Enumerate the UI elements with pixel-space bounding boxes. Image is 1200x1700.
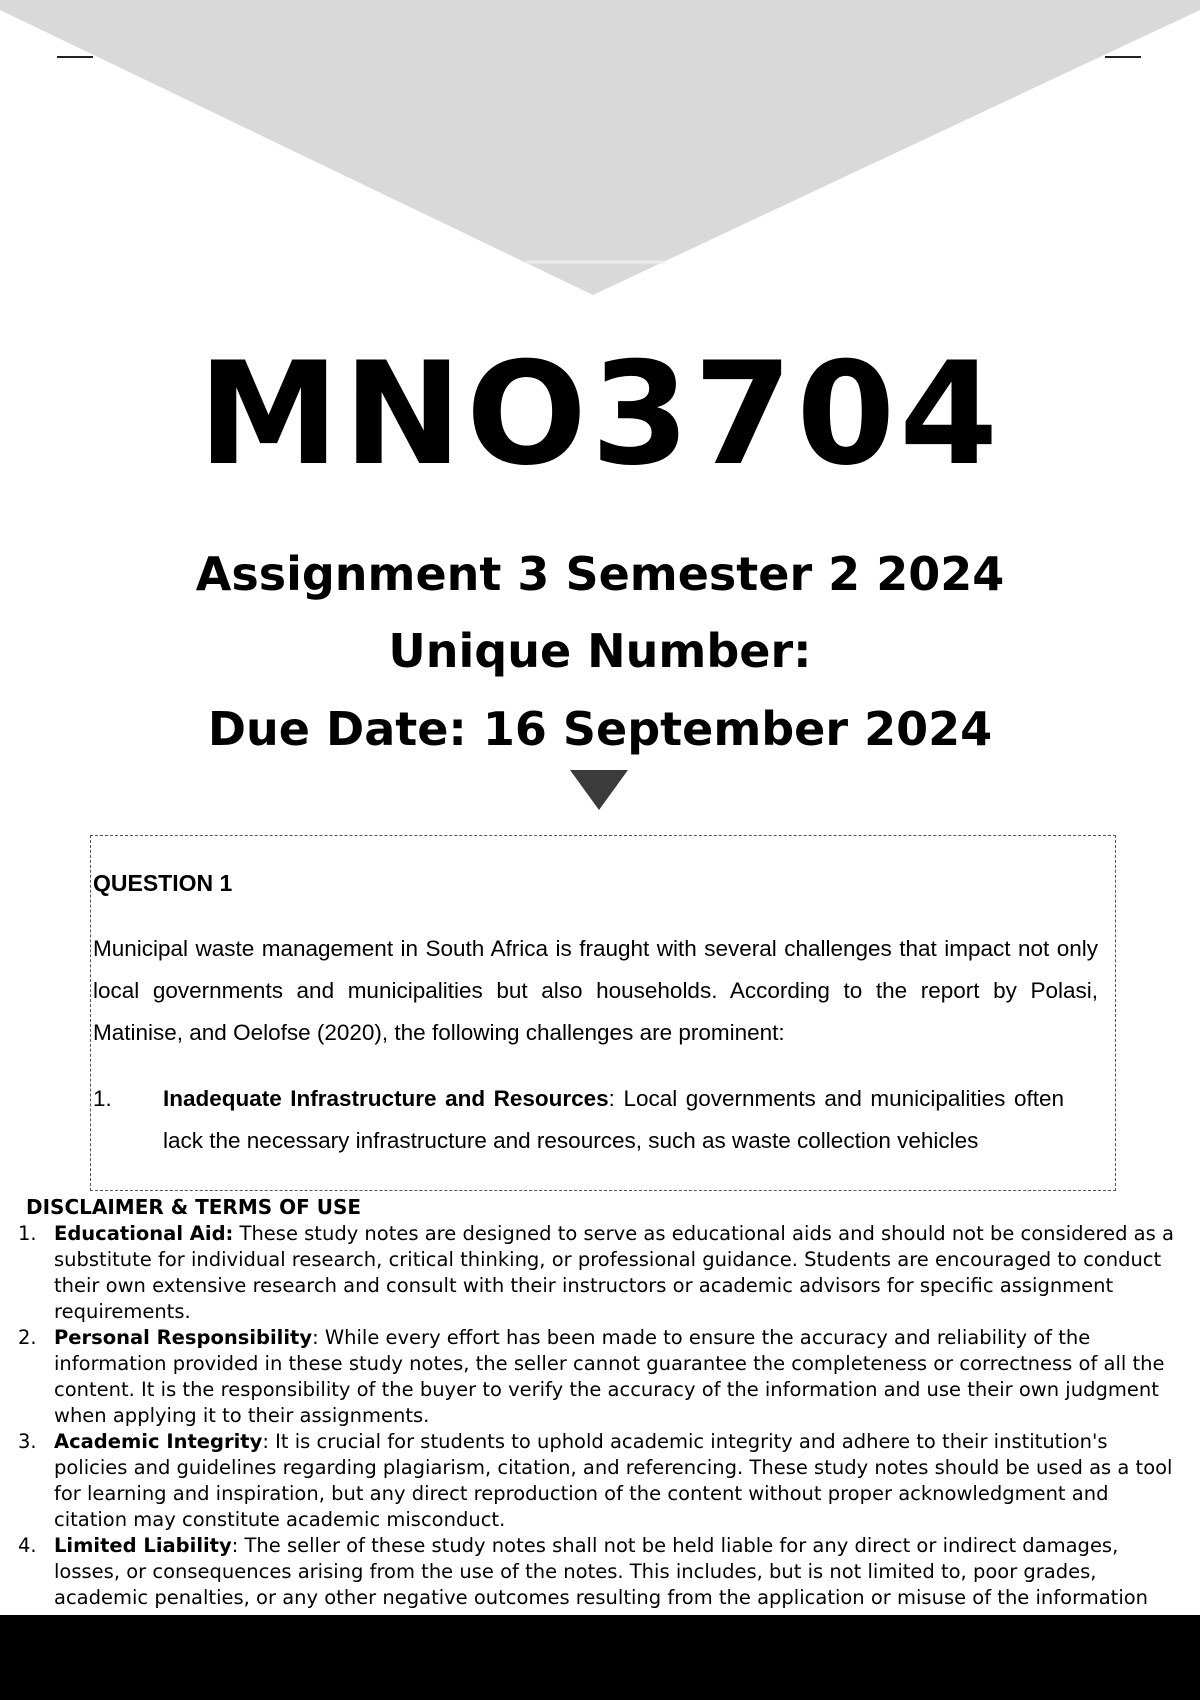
disclaimer-item-title: Educational Aid: <box>54 1222 234 1245</box>
disclaimer-item <box>0 1325 1200 1429</box>
disclaimer-item <box>0 1533 1200 1611</box>
down-arrow-icon <box>570 770 628 810</box>
question-list-body <box>129 1078 1064 1162</box>
decorative-chevron-banner <box>0 0 1200 300</box>
corner-line-left <box>57 56 93 58</box>
disclaimer-item-text: : While every effort has been made to ensure the accuracy and reliability of the information provided in these study notes, the seller cannot guarantee the completeness or correctness of all the content. It is the responsibility of the buyer to verify the accuracy of the information and use their own judgment when applying it to their assignments. <box>54 1326 1165 1427</box>
question-item-text: : Local governments and municipalities often lack the necessary infrastructure and resources, such as waste collection vehicles <box>163 1086 1064 1153</box>
disclaimer-item-title: Limited Liability <box>54 1534 232 1557</box>
disclaimer-item <box>0 1429 1200 1533</box>
question-item-title: Inadequate Infrastructure and Resources <box>163 1086 609 1111</box>
disclaimer-item-number: 4. <box>18 1534 37 1557</box>
disclaimer-item-text: : The seller of these study notes shall not be held liable for any direct or indirect damages, losses, or consequences arising from the use of the notes. This includes, but is not limited to, poor grades, academic penalties, or any other negative outcomes resulting from the application or misuse of the information <box>54 1534 1149 1609</box>
corner-line-right <box>1105 56 1141 58</box>
disclaimer-item-text: : It is crucial for students to uphold academic integrity and adhere to their institution's policies and guidelines regarding plagiarism, citation, and referencing. These study notes should be used as a tool for learning and inspiration, but any direct reproduction of the content without proper acknowledgment and citation may constitute academic misconduct. <box>54 1430 1173 1531</box>
disclaimer-heading: DISCLAIMER & TERMS OF USE <box>26 1195 362 1219</box>
course-code-title: MNO3704 <box>197 332 1003 497</box>
disclaimer-item-title: Academic Integrity <box>54 1430 263 1453</box>
disclaimer-item-text: These study notes are designed to serve as educational aids and should not be considered as a substitute for individual research, critical thinking, or professional guidance. Students are encouraged to conduct their own extensive research and consult with their instructors or academic advisors for specific assignment requirements. <box>54 1222 1174 1323</box>
due-date-line: Due Date: 16 September 2024 <box>207 702 993 756</box>
question-preview-box <box>90 835 1116 1191</box>
disclaimer-item <box>0 1221 1200 1325</box>
question-heading: QUESTION 1 <box>93 870 233 896</box>
disclaimer-list <box>0 1221 1200 1611</box>
unique-number-line: Unique Number: <box>388 624 812 678</box>
question-list-number: 1. <box>93 1086 112 1111</box>
question-intro-paragraph: Municipal waste management in South Africa is fraught with several challenges that impact not only local governments and municipalities but also households. According to the report by Polasi, Matinise, and Oelofse (2020), the following challenges are prominent: <box>93 936 1098 1045</box>
assignment-line: Assignment 3 Semester 2 2024 <box>195 547 1005 601</box>
disclaimer-item-number: 3. <box>18 1430 37 1453</box>
disclaimer-item-title: Personal Responsibility <box>54 1326 313 1349</box>
question-list-item <box>93 1078 1064 1162</box>
disclaimer-item-number: 2. <box>18 1326 37 1349</box>
disclaimer-item-number: 1. <box>18 1222 37 1245</box>
footer-black-bar <box>0 1615 1200 1700</box>
